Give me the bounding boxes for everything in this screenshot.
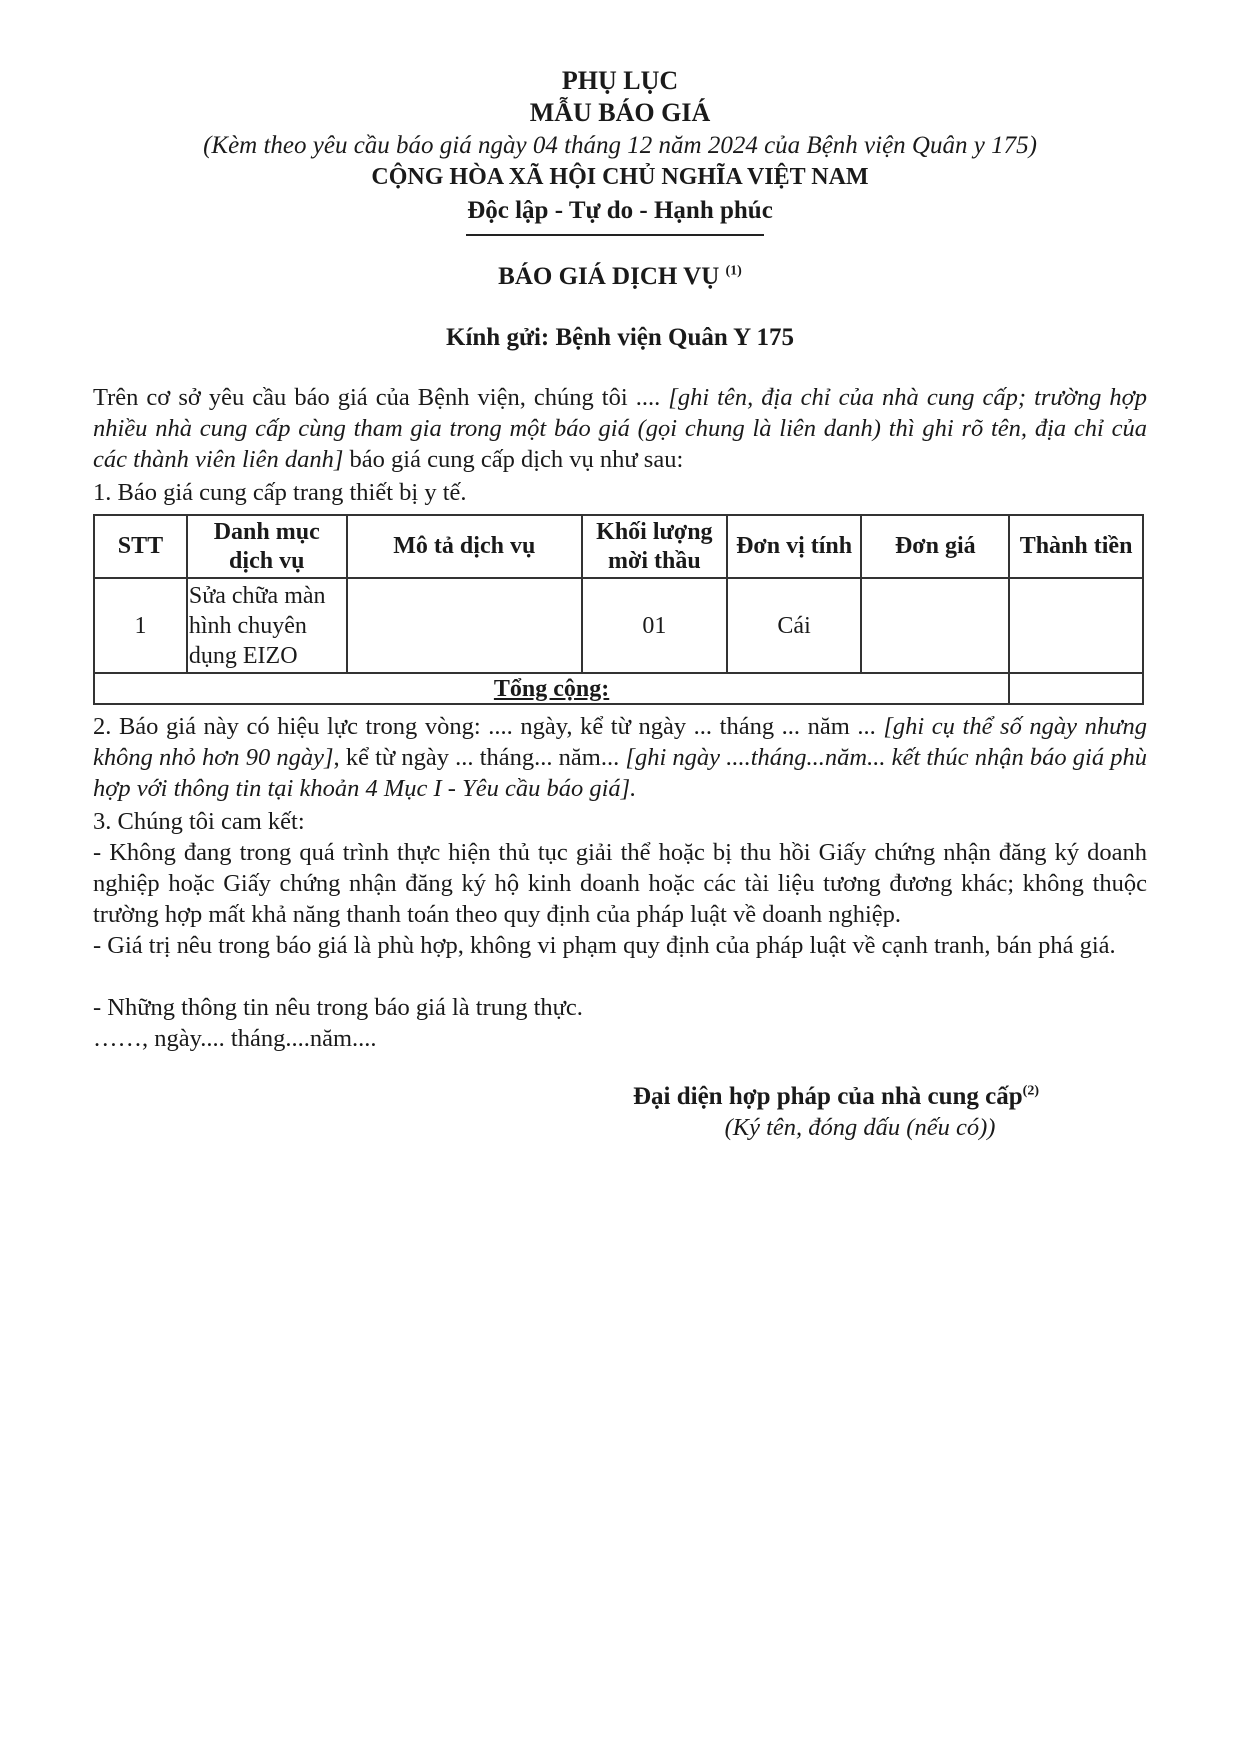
signature-note: (Ký tên, đóng dấu (nếu có)) <box>724 1114 996 1141</box>
total-label-cell <box>94 673 1009 704</box>
intro-instruction: [ghi tên, địa chỉ của nhà cung cấp; trường hợp nhiều nhà cung cấp cùng tham gia trong một báo giá (gọi chung là liên danh) thì ghi rõ tên, địa chỉ của các thành viên liên danh] <box>93 384 1147 473</box>
appendix-title: PHỤ LỤC <box>561 66 679 95</box>
table-total-row <box>94 673 1143 704</box>
commitment-item: - Không đang trong quá trình thực hiện thủ tục giải thể hoặc bị thu hồi Giấy chứng nhận đăng ký doanh nghiệp hoặc Giấy chứng nhận đăng ký hộ kinh doanh hoặc các tài liệu tương đương khác; không thuộc trường hợp mất khả năng thanh toán theo quy định của pháp luật về doanh nghiệp. <box>93 839 1147 928</box>
col-header-stt: STT <box>94 515 187 578</box>
footnote-ref-1: (1) <box>725 263 742 279</box>
col-header-quantity: Khối lượng mời thầu <box>582 515 727 578</box>
col-header-service: Danh mục dịch vụ <box>187 515 347 578</box>
total-value-cell[interactable] <box>1009 673 1143 704</box>
cell-service: Sửa chữa màn hình chuyên dụng EIZO <box>187 578 347 673</box>
form-title: MẪU BÁO GIÁ <box>529 98 711 127</box>
validity-mid: , kể từ ngày ... tháng... năm... <box>333 744 626 771</box>
col-header-unit-price: Đơn giá <box>861 515 1009 578</box>
document-title-text: BÁO GIÁ DỊCH VỤ <box>498 263 726 290</box>
table-header-row <box>94 515 1143 578</box>
intro-paragraph <box>93 382 1147 475</box>
validity-instruction-2: [ghi ngày ....tháng...năm... kết thúc nhận báo giá phù hợp với thông tin tại khoản 4 Mục I - Yêu cầu báo giá]. <box>93 744 1148 802</box>
attachment-note: (Kèm theo yêu cầu báo giá ngày 04 tháng 12 năm 2024 của Bệnh viện Quân y 175) <box>203 132 1037 159</box>
col-header-description: Mô tả dịch vụ <box>347 515 582 578</box>
quotation-table <box>93 514 1144 705</box>
intro-lead: Trên cơ sở yêu cầu báo giá của Bệnh viện, chúng tôi .... <box>93 384 669 411</box>
cell-description[interactable] <box>347 578 582 673</box>
recipient-line: Kính gửi: Bệnh viện Quân Y 175 <box>446 324 794 351</box>
motto-underline <box>466 234 764 236</box>
validity-lead: 2. Báo giá này có hiệu lực trong vòng: .... ngày, kể từ ngày ... tháng ... năm ... <box>93 713 884 740</box>
footnote-ref-2: (2) <box>1022 1083 1039 1099</box>
cell-unit: Cái <box>727 578 862 673</box>
commitment-item: - Giá trị nêu trong báo giá là phù hợp, không vi phạm quy định của pháp luật về cạnh tranh, bán phá giá. <box>93 932 1116 959</box>
cell-amount[interactable] <box>1009 578 1143 673</box>
total-label: Tổng cộng: <box>493 675 610 702</box>
document-title <box>0 263 1240 291</box>
national-motto: Độc lập - Tự do - Hạnh phúc <box>467 197 773 224</box>
commitment-item: - Những thông tin nêu trong báo giá là trung thực. <box>93 994 583 1021</box>
col-header-amount: Thành tiền <box>1009 515 1143 578</box>
intro-tail: báo giá cung cấp dịch vụ như sau: <box>343 446 684 473</box>
date-line: ……, ngày.... tháng....năm.... <box>93 1025 377 1052</box>
signature-title <box>616 1083 1056 1111</box>
section-2-paragraph <box>93 711 1147 804</box>
cell-unit-price[interactable] <box>861 578 1009 673</box>
validity-instruction-1: [ghi cụ thể số ngày nhưng không nhỏ hơn 90 ngày] <box>93 713 1147 771</box>
cell-stt: 1 <box>94 578 187 673</box>
table-row <box>94 578 1143 673</box>
section-3-heading: 3. Chúng tôi cam kết: <box>93 808 305 835</box>
signature-title-text: Đại diện hợp pháp của nhà cung cấp <box>632 1083 1023 1110</box>
cell-quantity: 01 <box>582 578 727 673</box>
col-header-unit: Đơn vị tính <box>727 515 862 578</box>
section-1-heading: 1. Báo giá cung cấp trang thiết bị y tế. <box>93 479 467 506</box>
nation-name: CỘNG HÒA XÃ HỘI CHỦ NGHĨA VIỆT NAM <box>371 164 869 190</box>
